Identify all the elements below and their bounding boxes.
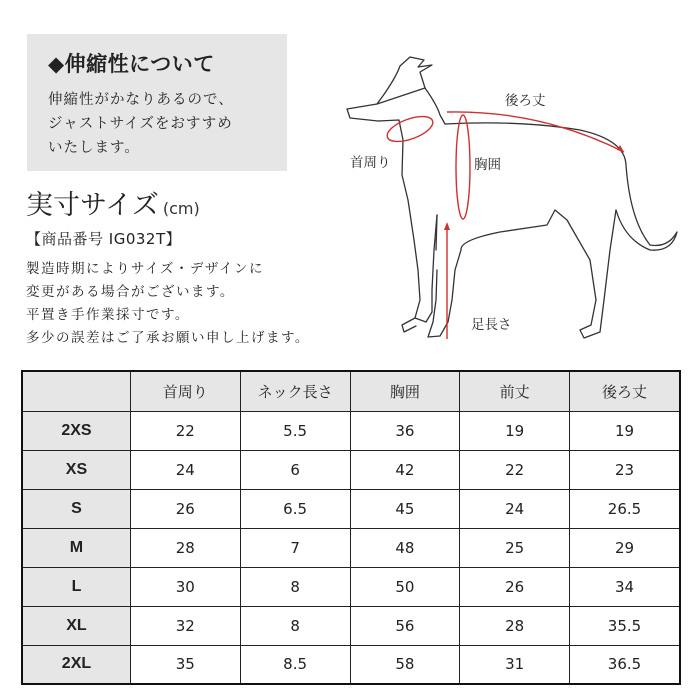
neck-measure-icon — [384, 111, 436, 146]
table-cell: 50 — [350, 567, 460, 606]
disclaimer-line: 平置き手作業採寸です。 — [26, 307, 190, 323]
size-heading-unit: (cm) — [162, 199, 200, 218]
table-cell: 24 — [460, 489, 570, 528]
header-neck: 首周り — [130, 371, 240, 411]
table-cell: 35 — [130, 645, 240, 684]
dog-measurement-diagram — [330, 40, 700, 350]
table-cell: 56 — [350, 606, 460, 645]
size-label: L — [22, 567, 130, 606]
stretch-note-line: 伸縮性がかなりあるので、 — [48, 92, 234, 108]
table-cell: 58 — [350, 645, 460, 684]
disclaimer-line: 変更がある場合がございます。 — [26, 284, 235, 300]
header-neck-length: ネック長さ — [240, 371, 350, 411]
table-cell: 48 — [350, 528, 460, 567]
table-cell: 28 — [460, 606, 570, 645]
stretch-note-line: いたします。 — [48, 140, 140, 156]
table-row — [22, 528, 680, 567]
size-table — [21, 370, 681, 685]
table-cell: 7 — [240, 528, 350, 567]
chest-measure-icon — [456, 115, 470, 219]
size-label: M — [22, 528, 130, 567]
table-cell: 24 — [130, 450, 240, 489]
table-cell: 22 — [460, 450, 570, 489]
table-cell: 5.5 — [240, 411, 350, 450]
table-cell: 6 — [240, 450, 350, 489]
table-row — [22, 450, 680, 489]
table-cell: 42 — [350, 450, 460, 489]
product-number: 【商品番号 IG032T】 — [26, 230, 182, 248]
size-label: 2XS — [22, 411, 130, 450]
size-label: 2XL — [22, 645, 130, 684]
measurement-lines-icon — [384, 111, 624, 339]
table-row — [22, 411, 680, 450]
label-back-length: 後ろ丈 — [505, 93, 546, 109]
table-cell: 31 — [460, 645, 570, 684]
table-cell: 36.5 — [570, 645, 681, 684]
table-cell: 30 — [130, 567, 240, 606]
header-chest: 胸囲 — [350, 371, 460, 411]
back-length-arrow-icon — [447, 112, 624, 152]
header-back-length: 後ろ丈 — [570, 371, 681, 411]
stretch-note-title: ◆伸縮性について — [48, 52, 215, 76]
table-cell: 23 — [570, 450, 681, 489]
table-corner-cell — [22, 371, 130, 411]
stretch-note-body — [48, 88, 234, 160]
size-label: S — [22, 489, 130, 528]
disclaimer-line: 製造時期によりサイズ・デザインに — [26, 261, 264, 277]
table-cell: 45 — [350, 489, 460, 528]
size-heading-title: 実寸サイズ — [26, 190, 159, 221]
table-cell: 26.5 — [570, 489, 681, 528]
table-cell: 32 — [130, 606, 240, 645]
header-front-length: 前丈 — [460, 371, 570, 411]
table-cell: 36 — [350, 411, 460, 450]
table-cell: 6.5 — [240, 489, 350, 528]
size-label: XS — [22, 450, 130, 489]
table-row — [22, 606, 680, 645]
size-label: XL — [22, 606, 130, 645]
table-cell: 28 — [130, 528, 240, 567]
table-header-row — [22, 371, 680, 411]
table-row — [22, 489, 680, 528]
table-cell: 8 — [240, 606, 350, 645]
table-cell: 19 — [460, 411, 570, 450]
label-neck: 首周り — [350, 155, 391, 171]
table-cell: 19 — [570, 411, 681, 450]
table-cell: 8.5 — [240, 645, 350, 684]
size-heading — [26, 183, 200, 222]
table-cell: 8 — [240, 567, 350, 606]
table-cell: 29 — [570, 528, 681, 567]
table-cell: 34 — [570, 567, 681, 606]
table-cell: 26 — [130, 489, 240, 528]
disclaimer-line: 多少の誤差はご了承お願い申し上げます。 — [26, 330, 310, 346]
label-leg-length: 足長さ — [471, 317, 512, 333]
table-row — [22, 645, 680, 684]
table-cell: 26 — [460, 567, 570, 606]
table-cell: 35.5 — [570, 606, 681, 645]
table-cell: 25 — [460, 528, 570, 567]
table-cell: 22 — [130, 411, 240, 450]
label-chest: 胸囲 — [474, 157, 501, 173]
disclaimer — [26, 258, 310, 350]
table-row — [22, 567, 680, 606]
stretch-note-line: ジャストサイズをおすすめ — [48, 116, 233, 132]
